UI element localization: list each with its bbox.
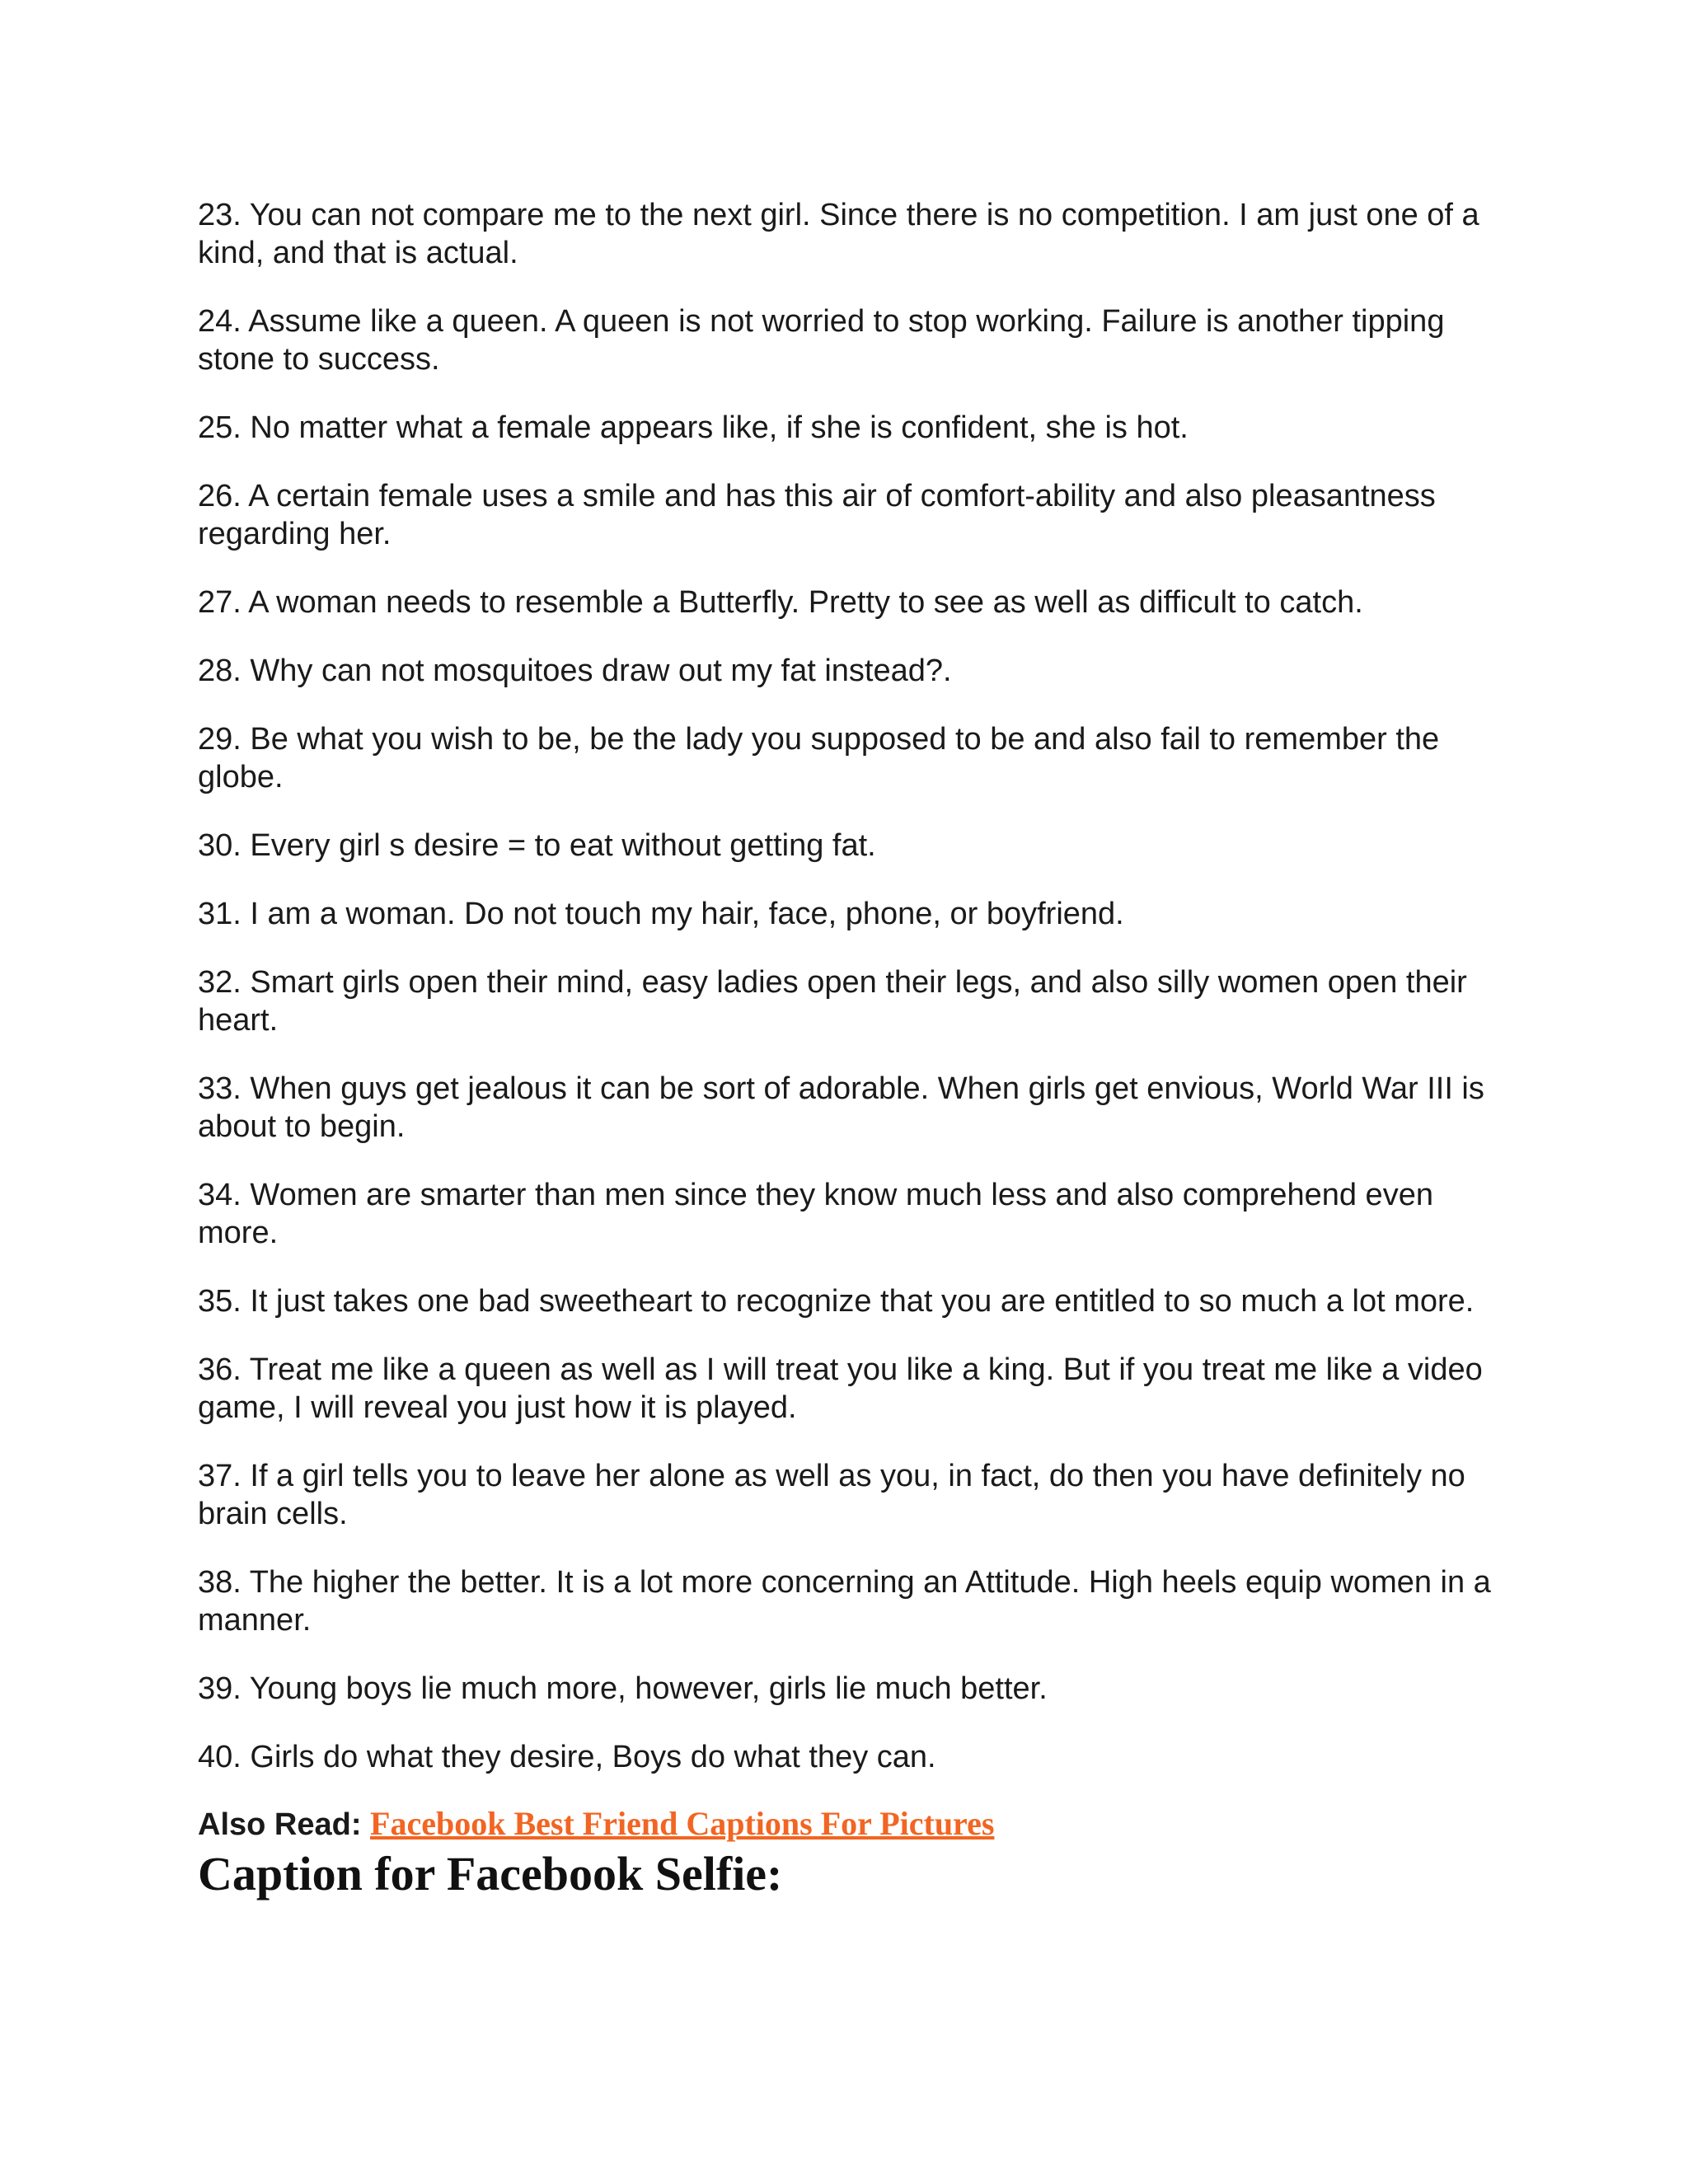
caption-item-26: 26. A certain female uses a smile and has this air of comfort-ability and also pleasantness regarding her. (198, 479, 1436, 551)
caption-item-36: 36. Treat me like a queen as well as I will treat you like a king. But if you treat me like a video game, I will reveal you just how it is played. (198, 1352, 1483, 1425)
caption-item-39: 39. Young boys lie much more, however, girls lie much better. (198, 1671, 1048, 1706)
caption-item-40: 40. Girls do what they desire, Boys do what they can. (198, 1740, 936, 1774)
caption-item-34: 34. Women are smarter than men since they know much less and also comprehend even more. (198, 1178, 1433, 1250)
caption-item-28: 28. Why can not mosquitoes draw out my fat instead?. (198, 654, 952, 688)
caption-item-33: 33. When guys get jealous it can be sort of adorable. When girls get envious, World War III is about to begin. (198, 1071, 1484, 1144)
caption-item-32: 32. Smart girls open their mind, easy ladies open their legs, and also silly women open their heart. (198, 965, 1467, 1038)
caption-item-35: 35. It just takes one bad sweetheart to recognize that you are entitled to so much a lot more. (198, 1284, 1475, 1319)
caption-item-30: 30. Every girl s desire = to eat without getting fat. (198, 828, 876, 863)
also-read-line (198, 1805, 1500, 1844)
section-heading: Caption for Facebook Selfie: (198, 1847, 783, 1900)
caption-item-25: 25. No matter what a female appears like, if she is confident, she is hot. (198, 410, 1189, 445)
caption-item-24: 24. Assume like a queen. A queen is not worried to stop working. Failure is another tipping stone to success. (198, 304, 1445, 377)
caption-item-38: 38. The higher the better. It is a lot more concerning an Attitude. High heels equip women in a manner. (198, 1565, 1491, 1638)
also-read-link[interactable]: Facebook Best Friend Captions For Pictures (370, 1805, 995, 1842)
caption-item-23: 23. You can not compare me to the next girl. Since there is no competition. I am just one of a kind, and that is actual. (198, 198, 1479, 270)
also-read-label: Also Read: (198, 1807, 362, 1842)
caption-item-37: 37. If a girl tells you to leave her alone as well as you, in fact, do then you have definitely no brain cells. (198, 1459, 1465, 1531)
caption-item-27: 27. A woman needs to resemble a Butterfly. Pretty to see as well as difficult to catch. (198, 585, 1363, 620)
caption-item-31: 31. I am a woman. Do not touch my hair, face, phone, or boyfriend. (198, 897, 1124, 931)
caption-item-29: 29. Be what you wish to be, be the lady you supposed to be and also fail to remember the globe. (198, 722, 1440, 794)
page-content (198, 196, 1500, 1901)
